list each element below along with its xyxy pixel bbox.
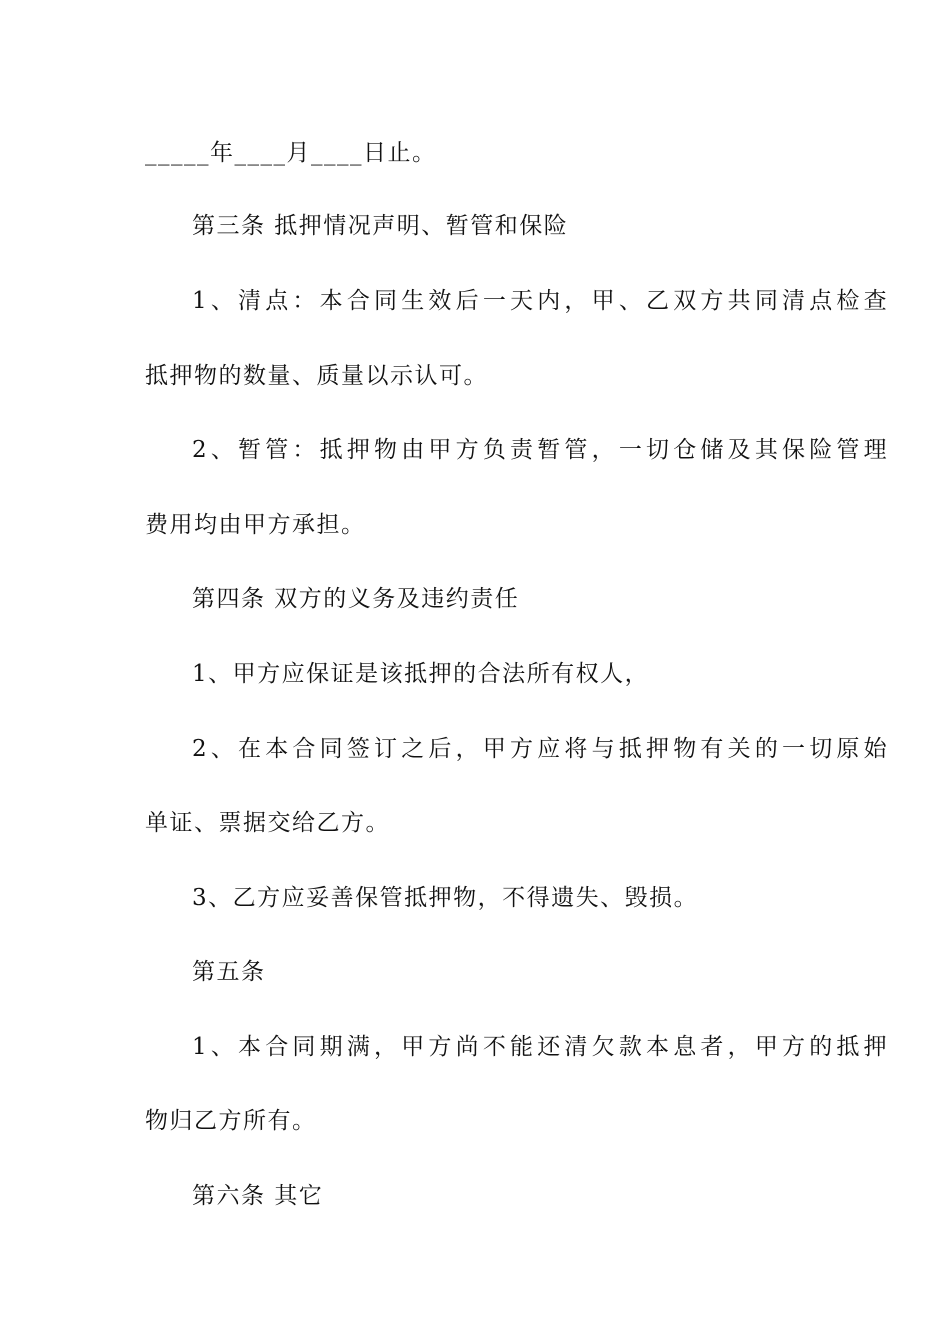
article-5-item-1-line-2: 物归乙方所有。 <box>145 1108 317 1134</box>
article-6-heading: 第六条 其它 <box>192 1183 324 1209</box>
article-3-item-1-line-2: 抵押物的数量、质量以示认可。 <box>145 363 488 389</box>
article-3-item-1-line-1: 1、清点：本合同生效后一天内，甲、乙双方共同清点检查 <box>192 288 891 314</box>
article-4-item-3: 3、乙方应妥善保管抵押物，不得遗失、毁损。 <box>192 885 699 911</box>
article-5-heading: 第五条 <box>192 959 266 985</box>
article-4-item-1: 1、甲方应保证是该抵押的合法所有权人， <box>192 661 650 687</box>
article-4-item-2-line-1: 2、在本合同签订之后，甲方应将与抵押物有关的一切原始 <box>192 736 891 762</box>
article-3-item-2-line-2: 费用均由甲方承担。 <box>145 512 366 538</box>
article-5-item-1-line-1: 1、本合同期满，甲方尚不能还清欠款本息者，甲方的抵押 <box>192 1034 891 1060</box>
article-4-heading: 第四条 双方的义务及违约责任 <box>192 586 520 612</box>
article-3-item-2-line-1: 2、暂管：抵押物由甲方负责暂管，一切仓储及其保险管理 <box>192 437 891 463</box>
article-3-heading: 第三条 抵押情况声明、暂管和保险 <box>192 213 569 239</box>
article-4-item-2-line-2: 单证、票据交给乙方。 <box>145 810 390 836</box>
date-end-line: _____年____月____日止。 <box>145 140 437 166</box>
